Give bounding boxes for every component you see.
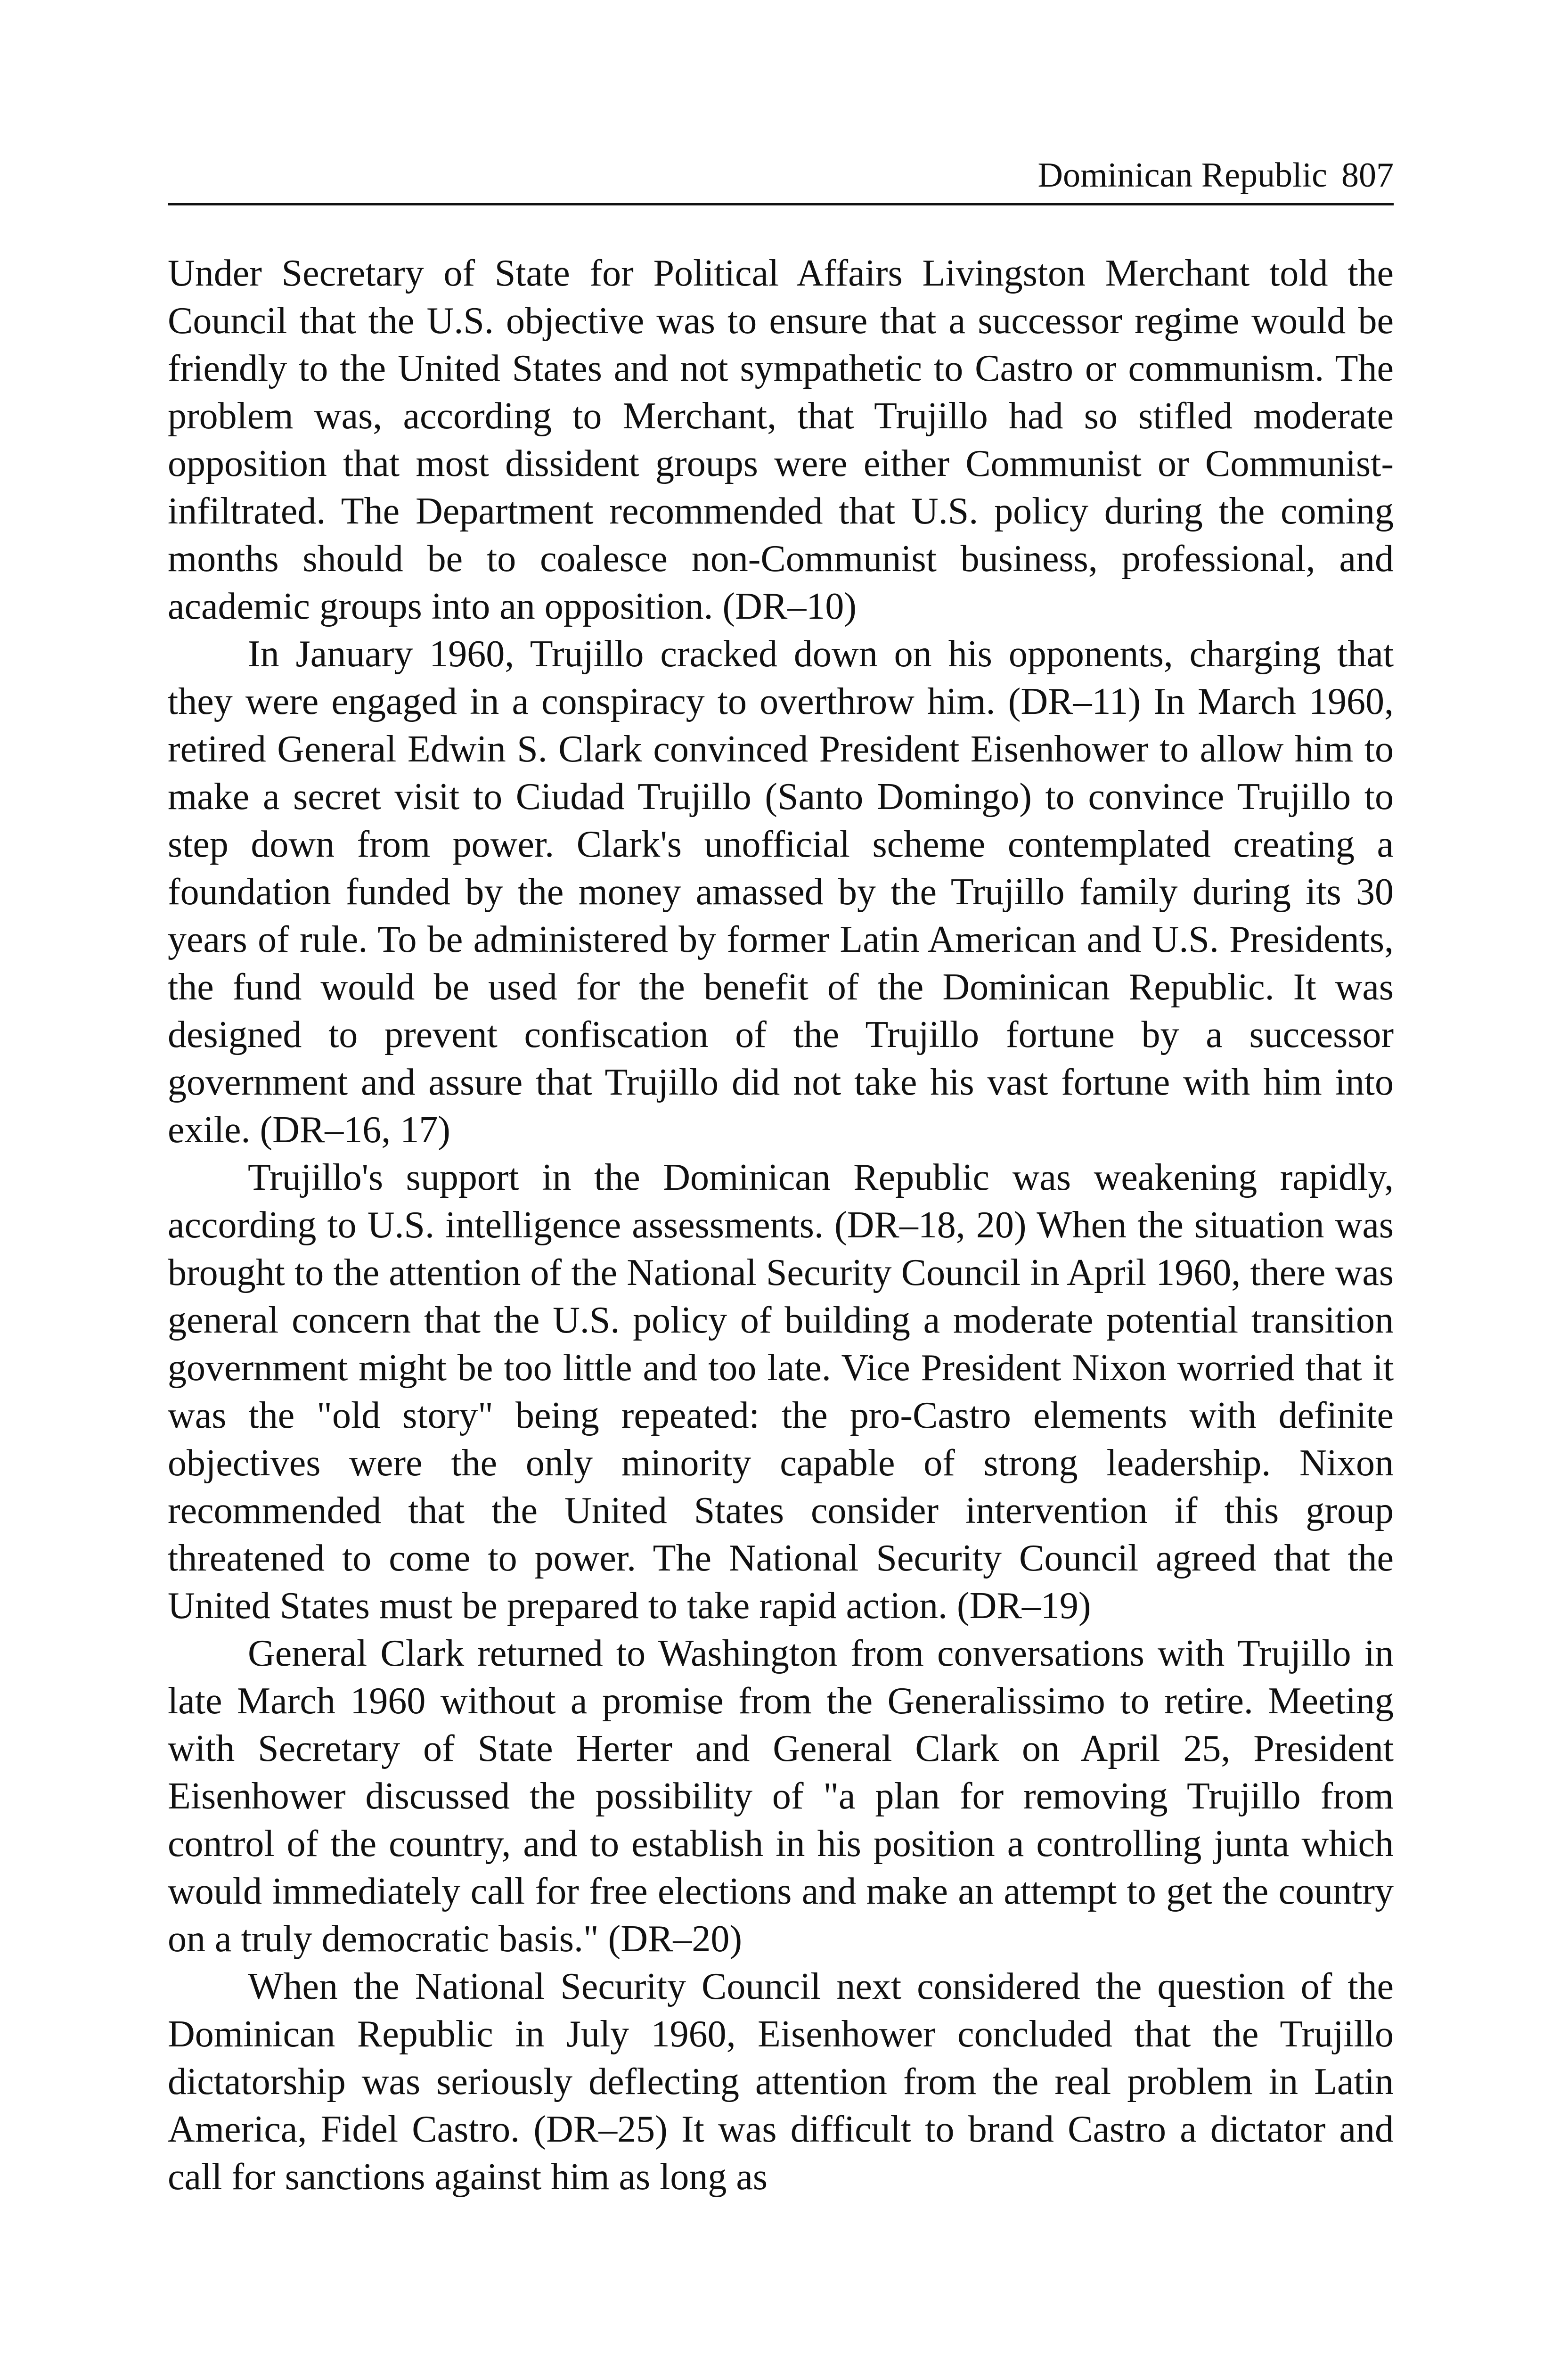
running-header (168, 152, 1394, 205)
paragraph-4: General Clark returned to Washington from conversations with Trujillo in late March 1960 without a promise from the Generalissimo to retire. Meeting with Secretary of State Herter and General Clark on April 25, President Eisenhower discussed the possibility of "a plan for removing Trujillo from control of the country, and to establish in his position a controlling junta which would immediately call for free elections and make an attempt to get the country on a truly democratic basis." (DR–20) (168, 1633, 1394, 1960)
paragraph-1: Under Secretary of State for Political Affairs Livingston Merchant told the Council that the U.S. objective was to ensure that a successor regime would be friendly to the United States and not sympathetic to Castro or communism. The problem was, according to Merchant, that Trujillo had so stifled moderate opposition that most dissident groups were either Communist or Communist-infiltrated. The Department recommended that U.S. policy during the coming months should be to coalesce non-Communist business, professional, and academic groups into an opposition. (DR–10) (168, 253, 1394, 627)
body-text (168, 250, 1394, 2201)
paragraph-2: In January 1960, Trujillo cracked down on his opponents, charging that they were engaged in a conspiracy to overthrow him. (DR–11) In March 1960, retired General Edwin S. Clark convinced President Eisenhower to allow him to make a secret visit to Ciudad Trujillo (Santo Domingo) to convince Trujillo to step down from power. Clark's unofficial scheme contemplated creating a foundation funded by the money amassed by the Trujillo family during its 30 years of rule. To be administered by former Latin American and U.S. Presidents, the fund would be used for the benefit of the Dominican Republic. It was designed to prevent confiscation of the Trujillo fortune by a successor government and assure that Trujillo did not take his vast fortune with him into exile. (DR–16, 17) (168, 633, 1394, 1151)
page-number: 807 (1341, 156, 1394, 195)
paragraph-3: Trujillo's support in the Dominican Republic was weakening rapidly, according to U.S. intelligence assessments. (DR–18, 20) When the situation was brought to the attention of the National Security Council in April 1960, there was general concern that the U.S. policy of building a moderate potential transition government might be too little and too late. Vice President Nixon worried that it was the "old story" being repeated: the pro-Castro elements with definite objectives were the only minority capable of strong leadership. Nixon recommended that the United States consider intervention if this group threatened to come to power. The National Security Council agreed that the United States must be prepared to take rapid action. (DR–19) (168, 1157, 1394, 1627)
running-title: Dominican Republic (1037, 156, 1327, 195)
paragraph-5: When the National Security Council next considered the question of the Dominican Republic in July 1960, Eisenhower concluded that the Trujillo dictatorship was seriously deflecting attention from the real problem in Latin America, Fidel Castro. (DR–25) It was difficult to brand Castro a dictator and call for sanctions against him as long as (168, 1966, 1394, 2198)
